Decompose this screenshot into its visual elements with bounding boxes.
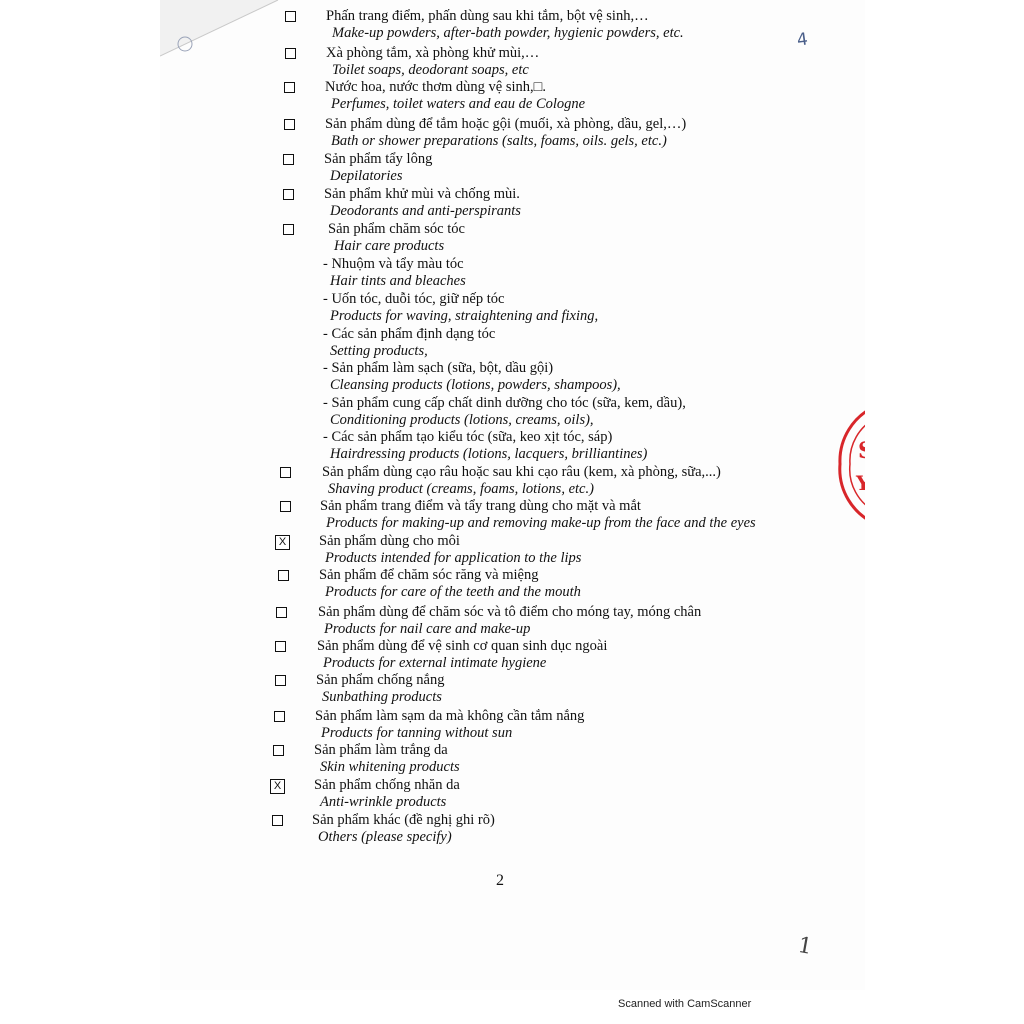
item-label-vi: Sản phẩm làm trắng da	[314, 742, 448, 758]
item-label-vi: Sản phẩm dùng để tắm hoặc gội (muối, xà phòng, dầu, gel,…)	[325, 116, 687, 132]
item-label-en: Sunbathing products	[322, 689, 442, 705]
item-label-vi: Sản phẩm chống nắng	[316, 672, 445, 688]
checkbox[interactable]	[283, 224, 294, 235]
item-label-vi: Sản phẩm dùng để chăm sóc và tô điểm cho móng tay, móng chân	[318, 604, 702, 620]
item-label-en: Products for nail care and make-up	[324, 621, 531, 637]
item-label-vi: Sản phẩm khác (đề nghị ghi rõ)	[312, 812, 495, 828]
page-number: 2	[496, 872, 504, 889]
item-label-en: Anti-wrinkle products	[320, 794, 447, 810]
checkbox[interactable]	[272, 815, 283, 826]
item-label-en: Perfumes, toilet waters and eau de Cologne	[331, 96, 586, 112]
hair-subitem-vi: - Các sản phẩm định dạng tóc	[323, 326, 496, 342]
item-label-vi: Sản phẩm trang điểm và tẩy trang dùng cho mặt và mắt	[320, 498, 641, 514]
checkbox[interactable]	[283, 154, 294, 165]
hair-subitem-en: Setting products,	[330, 343, 428, 359]
item-label-en: Bath or shower preparations (salts, foams, oils. gels, etc.)	[331, 133, 667, 149]
item-label-vi: Sản phẩm dùng cho môi	[319, 533, 460, 549]
checkbox[interactable]	[278, 570, 289, 581]
item-label-vi: Xà phòng tắm, xà phòng khử mùi,…	[326, 45, 540, 61]
item-label-en: Others (please specify)	[318, 829, 452, 845]
checkbox[interactable]	[275, 675, 286, 686]
item-label-vi: Sản phẩm chăm sóc tóc	[328, 221, 465, 237]
scanner-watermark: Scanned with CamScanner	[618, 998, 752, 1010]
checkbox[interactable]	[276, 607, 287, 618]
handwritten-page-mark: 1	[795, 932, 815, 961]
item-label-en: Shaving product (creams, foams, lotions, etc.)	[328, 481, 594, 497]
hair-subitem-vi: - Sản phẩm cung cấp chất dinh dưỡng cho tóc (sữa, kem, dầu),	[323, 395, 686, 411]
checkbox[interactable]	[283, 189, 294, 200]
item-label-en: Hair care products	[334, 238, 445, 254]
checkbox[interactable]	[285, 11, 296, 22]
item-label-en: Deodorants and anti-perspirants	[330, 203, 521, 219]
item-label-vi: Sản phẩm khử mùi và chống mùi.	[324, 186, 520, 202]
item-label-vi: Sản phẩm tẩy lông	[324, 151, 433, 167]
checkbox[interactable]	[280, 467, 291, 478]
red-stamp-seal	[836, 404, 874, 526]
svg-text:Y: Y	[856, 471, 871, 495]
checkbox[interactable]	[280, 501, 291, 512]
item-label-vi: Sản phẩm làm sạm da mà không cần tắm nắng	[315, 708, 585, 724]
item-label-en: Products for making-up and removing make-up from the face and the eyes	[326, 515, 756, 531]
hair-subitem-vi: - Sản phẩm làm sạch (sữa, bột, dầu gội)	[323, 360, 554, 376]
checkbox[interactable]	[273, 745, 284, 756]
item-label-vi: Nước hoa, nước thơm dùng vệ sinh,□.	[325, 79, 547, 95]
item-label-en: Depilatories	[330, 168, 403, 184]
handwritten-page-mark: 4	[795, 29, 810, 51]
item-label-en: Toilet soaps, deodorant soaps, etc	[332, 62, 529, 78]
item-label-vi: Phấn trang điểm, phấn dùng sau khi tắm, bột vệ sinh,…	[326, 8, 649, 24]
svg-text:S: S	[858, 438, 874, 464]
item-label-vi: Sản phẩm chống nhăn da	[314, 777, 460, 793]
folded-corner-shadow	[160, 0, 280, 60]
hair-subitem-en: Hairdressing products (lotions, lacquers, brilliantines)	[330, 446, 648, 462]
hair-subitem-en: Products for waving, straightening and fixing,	[330, 308, 599, 324]
hair-subitem-vi: - Nhuộm và tẩy màu tóc	[323, 256, 464, 272]
checkbox-checked[interactable]: X	[270, 779, 285, 794]
checkbox[interactable]	[285, 48, 296, 59]
item-label-vi: Sản phẩm dùng cạo râu hoặc sau khi cạo râu (kem, xà phòng, sữa,...)	[322, 464, 721, 480]
document-page	[160, 0, 874, 990]
hair-subitem-vi: - Uốn tóc, duỗi tóc, giữ nếp tóc	[323, 291, 505, 307]
item-label-vi: Sản phẩm để chăm sóc răng và miệng	[319, 567, 539, 583]
item-label-vi: Sản phẩm dùng để vệ sinh cơ quan sinh dục ngoài	[317, 638, 608, 654]
hair-subitem-en: Hair tints and bleaches	[330, 273, 466, 289]
checkbox-checked[interactable]: X	[275, 535, 290, 550]
hair-subitem-en: Cleansing products (lotions, powders, shampoos),	[330, 377, 621, 393]
checkbox[interactable]	[275, 641, 286, 652]
item-label-en: Products for tanning without sun	[321, 725, 513, 741]
hair-subitem-en: Conditioning products (lotions, creams, oils),	[330, 412, 594, 428]
item-label-en: Products for external intimate hygiene	[323, 655, 547, 671]
item-label-en: Products for care of the teeth and the mouth	[325, 584, 581, 600]
checkbox[interactable]	[284, 119, 295, 130]
checkbox[interactable]	[274, 711, 285, 722]
item-label-en: Make-up powders, after-bath powder, hygienic powders, etc.	[332, 25, 684, 41]
item-label-en: Products intended for application to the lips	[325, 550, 582, 566]
item-label-en: Skin whitening products	[320, 759, 460, 775]
hair-subitem-vi: - Các sản phẩm tạo kiểu tóc (sữa, keo xịt tóc, sáp)	[323, 429, 613, 445]
checkbox[interactable]	[284, 82, 295, 93]
